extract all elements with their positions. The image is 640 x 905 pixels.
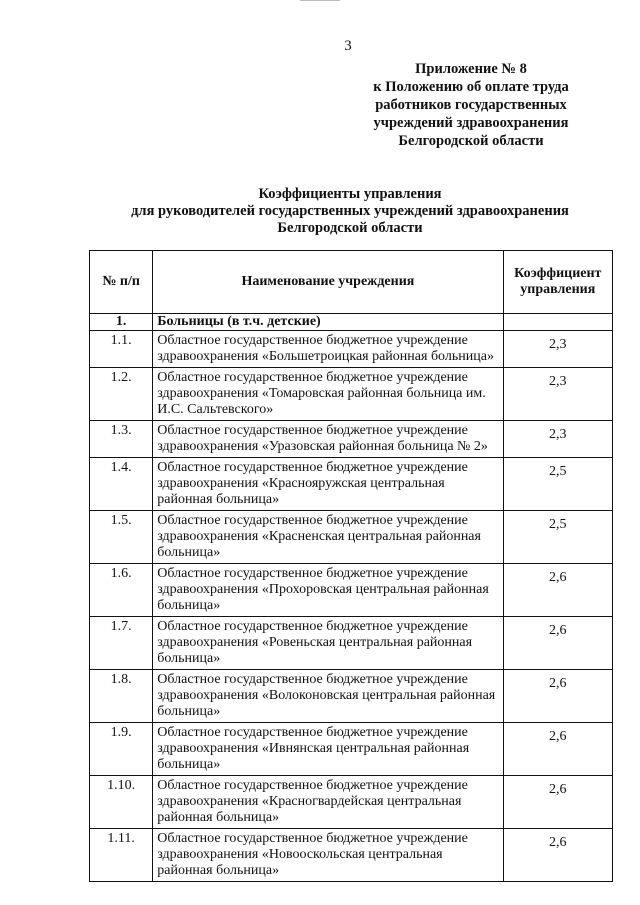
page-number: 3	[344, 38, 352, 54]
row-name: Областное государственное бюджетное учреждение здравоохранения «Красненская центральная районная больница»	[153, 511, 503, 564]
row-num: 1.7.	[90, 617, 153, 670]
coefficients-table	[89, 250, 613, 882]
row-num: 1.1.	[90, 331, 153, 368]
row-coef: 2,6	[503, 617, 612, 670]
row-num: 1.9.	[90, 723, 153, 776]
table-row	[90, 458, 613, 511]
table-row	[90, 421, 613, 458]
row-coef: 2,6	[503, 776, 612, 829]
row-name: Областное государственное бюджетное учреждение здравоохранения «Томаровская районная больница им. И.С. Сальтевского»	[153, 368, 503, 421]
row-coef: 2,3	[503, 331, 612, 368]
row-num: 1.6.	[90, 564, 153, 617]
row-num: 1.10.	[90, 776, 153, 829]
row-name: Областное государственное бюджетное учреждение здравоохранения «Волоконовская центральная районная больница»	[153, 670, 503, 723]
appendix-header	[340, 60, 602, 150]
section-name: Больницы (в т.ч. детские)	[153, 314, 503, 331]
section-coef	[503, 314, 612, 331]
table-row	[90, 511, 613, 564]
table-header-row	[90, 251, 613, 314]
row-coef: 2,5	[503, 511, 612, 564]
row-coef: 2,6	[503, 670, 612, 723]
title-line: для руководителей государственных учреждений здравоохранения	[131, 203, 569, 219]
table-row	[90, 564, 613, 617]
section-num: 1.	[90, 314, 153, 331]
row-num: 1.11.	[90, 829, 153, 882]
row-name: Областное государственное бюджетное учреждение здравоохранения «Краснояружская центральная районная больница»	[153, 458, 503, 511]
table-row	[90, 776, 613, 829]
header-coef: Коэффициент управления	[503, 251, 612, 314]
row-num: 1.2.	[90, 368, 153, 421]
row-name: Областное государственное бюджетное учреждение здравоохранения «Красногвардейская центральная районная больница»	[153, 776, 503, 829]
header-num: № п/п	[90, 251, 153, 314]
table-row	[90, 670, 613, 723]
row-coef: 2,6	[503, 564, 612, 617]
table-row	[90, 829, 613, 882]
appendix-line: работников государственных	[375, 97, 567, 113]
table-row	[90, 331, 613, 368]
appendix-line: Приложение № 8	[415, 61, 527, 77]
table-row	[90, 368, 613, 421]
title-line: Коэффициенты управления	[258, 186, 442, 202]
title-line: Белгородской области	[277, 220, 423, 236]
row-name: Областное государственное бюджетное учреждение здравоохранения «Прохоровская центральная районная больница»	[153, 564, 503, 617]
section-row	[90, 314, 613, 331]
table-row	[90, 617, 613, 670]
row-coef: 2,6	[503, 829, 612, 882]
appendix-line: к Положению об оплате труда	[373, 79, 569, 95]
row-num: 1.3.	[90, 421, 153, 458]
row-coef: 2,3	[503, 421, 612, 458]
table-row	[90, 723, 613, 776]
row-name: Областное государственное бюджетное учреждение здравоохранения «Уразовская районная больница № 2»	[153, 421, 503, 458]
header-name: Наименование учреждения	[153, 251, 503, 314]
document-title	[60, 186, 640, 237]
appendix-line: Белгородской области	[398, 133, 544, 149]
row-coef: 2,6	[503, 723, 612, 776]
row-coef: 2,3	[503, 368, 612, 421]
top-scan-mark	[300, 0, 340, 1]
row-num: 1.4.	[90, 458, 153, 511]
row-coef: 2,5	[503, 458, 612, 511]
row-num: 1.5.	[90, 511, 153, 564]
row-name: Областное государственное бюджетное учреждение здравоохранения «Новооскольская центральная районная больница»	[153, 829, 503, 882]
row-name: Областное государственное бюджетное учреждение здравоохранения «Ровеньская центральная районная больница»	[153, 617, 503, 670]
row-name: Областное государственное бюджетное учреждение здравоохранения «Большетроицкая районная больница»	[153, 331, 503, 368]
row-num: 1.8.	[90, 670, 153, 723]
appendix-line: учреждений здравоохранения	[373, 115, 569, 131]
row-name: Областное государственное бюджетное учреждение здравоохранения «Ивнянская центральная районная больница»	[153, 723, 503, 776]
